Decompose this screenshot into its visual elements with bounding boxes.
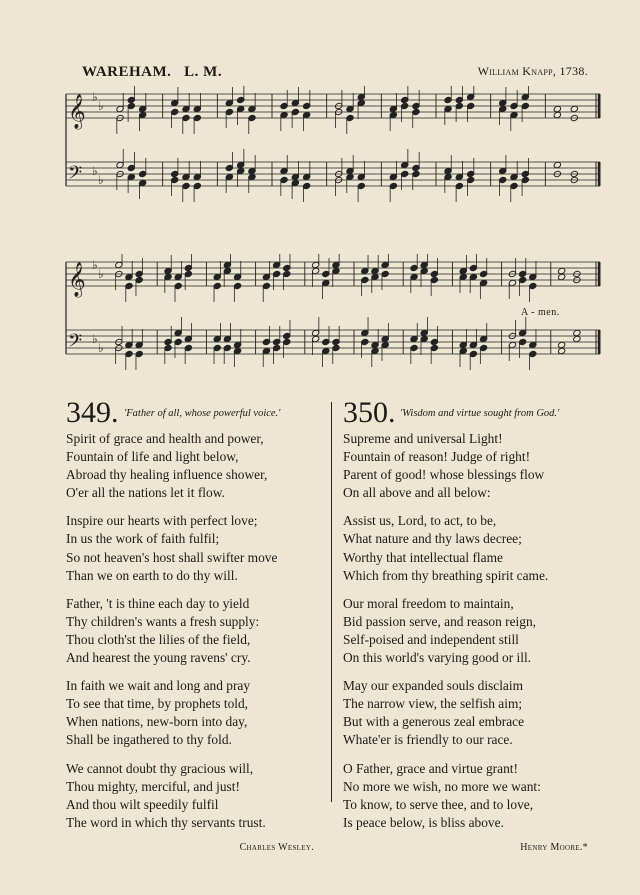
stanza xyxy=(343,512,588,584)
stanza xyxy=(343,760,588,832)
note-head xyxy=(553,111,561,118)
flat-sign-icon: ♭ xyxy=(98,267,104,281)
hymn-stanzas xyxy=(343,430,588,832)
note-head xyxy=(558,273,566,280)
tune-composer: William Knapp, 1738. xyxy=(477,64,588,78)
note-head xyxy=(573,329,581,336)
verse-line: Which from thy breathing spirit came. xyxy=(343,567,549,583)
verse-line: Supreme and universal Light! xyxy=(343,431,503,446)
note-head xyxy=(558,347,566,354)
hymn-author: Henry Moore.* xyxy=(520,841,588,853)
verse-line: Fountain of life and light below, xyxy=(66,449,239,465)
verse-line: Bid passion serve, and reason reign, xyxy=(343,613,537,629)
hymn-number: 349. xyxy=(66,396,119,429)
bass-clef-icon: 𝄢 xyxy=(68,163,83,188)
verse-line: Spirit of grace and health and power, xyxy=(66,431,264,446)
hymn-number: 350. xyxy=(343,396,396,429)
hymn-350 xyxy=(343,396,588,853)
column-divider xyxy=(331,402,332,802)
flat-sign-icon: ♭ xyxy=(98,341,104,355)
stanza xyxy=(66,512,314,584)
verse-line: Self-poised and independent still xyxy=(343,631,519,647)
verse-line: Whate'er is friendly to our race. xyxy=(343,732,513,748)
verse-line: Fountain of reason! Judge of right! xyxy=(343,449,531,465)
flat-sign-icon: ♭ xyxy=(92,164,98,178)
verse-line: O Father, grace and virtue grant! xyxy=(343,760,518,776)
bass-clef-icon: 𝄢 xyxy=(68,331,83,356)
hymn-first-line-title: 'Wisdom and virtue sought from God.' xyxy=(400,408,560,419)
verse-line: But with a generous zeal embrace xyxy=(343,714,525,730)
flat-sign-icon: ♭ xyxy=(92,332,98,346)
verse-line: No more we wish, no more we want: xyxy=(343,778,541,794)
flat-sign-icon: ♭ xyxy=(92,258,98,272)
verse-line: Inspire our hearts with perfect love; xyxy=(66,513,258,529)
verse-line: The narrow view, the selfish aim; xyxy=(343,696,523,712)
note-head xyxy=(553,105,561,112)
stanza xyxy=(66,760,314,832)
verse-line: To see that time, by prophets told, xyxy=(66,696,249,712)
verse-line: When nations, new-born into day, xyxy=(66,714,248,730)
tune-title xyxy=(82,64,222,81)
music-system-1 xyxy=(60,86,605,216)
verse-line: Than we on earth to do thy will. xyxy=(66,567,238,583)
stanza xyxy=(343,430,588,502)
verse-line: On this world's varying good or ill. xyxy=(343,650,532,666)
note-head xyxy=(570,105,578,112)
note-head xyxy=(573,335,581,342)
stanza xyxy=(343,677,588,749)
tune-meter: L. M. xyxy=(184,64,223,80)
hymn-heading xyxy=(66,396,314,430)
stanza xyxy=(66,430,314,502)
flat-sign-icon: ♭ xyxy=(98,99,104,113)
hymn-349 xyxy=(66,396,314,853)
tune-name: WAREHAM. xyxy=(82,64,172,80)
music-system-2 xyxy=(60,254,605,384)
verse-line: And thou wilt speedily fulfil xyxy=(66,796,219,812)
verse-line: Father, 't is thine each day to yield xyxy=(66,595,250,611)
hymn-stanzas xyxy=(66,430,314,832)
stanza xyxy=(343,595,588,667)
verse-line: Parent of good! whose blessings flow xyxy=(343,467,545,483)
flat-sign-icon: ♭ xyxy=(98,173,104,187)
verse-line: What nature and thy laws decree; xyxy=(343,531,522,547)
treble-clef-icon: 𝄞 xyxy=(68,262,86,297)
treble-clef-icon: 𝄞 xyxy=(68,94,86,129)
verse-line: Our moral freedom to maintain, xyxy=(343,595,514,611)
verse-line: So not heaven's host shall swifter move xyxy=(66,549,278,565)
hymn-author: Charles Wesley. xyxy=(239,841,314,853)
verse-line: Abroad thy healing influence shower, xyxy=(66,467,268,483)
verse-line: And hearest the young ravens' cry. xyxy=(66,650,251,666)
note-head xyxy=(558,267,566,274)
hymn-first-line-title: 'Father of all, whose powerful voice.' xyxy=(124,408,281,419)
verse-line: Thou cloth'st the lilies of the field, xyxy=(66,631,251,647)
amen-lyric: A - men. xyxy=(521,307,560,318)
flat-sign-icon: ♭ xyxy=(92,90,98,104)
verse-line: Thy children's wants a fresh supply: xyxy=(66,613,260,629)
verse-line: In us the work of faith fulfil; xyxy=(66,531,220,547)
verse-line: Assist us, Lord, to act, to be, xyxy=(343,513,497,529)
verse-line: The word in which thy servants trust. xyxy=(66,814,266,830)
note-head xyxy=(553,161,561,168)
note-head xyxy=(558,341,566,348)
verse-line: Worthy that intellectual flame xyxy=(343,549,503,565)
stanza xyxy=(66,595,314,667)
verse-line: To know, to serve thee, and to love, xyxy=(343,796,534,812)
verse-line: In faith we wait and long and pray xyxy=(66,678,251,694)
verse-line: Shall be ingathered to thy fold. xyxy=(66,732,232,748)
verse-line: On all above and all below: xyxy=(343,485,491,501)
verse-line: May our expanded souls disclaim xyxy=(343,678,523,694)
verse-line: Is peace below, is bliss above. xyxy=(343,814,504,830)
hymn-heading xyxy=(343,396,588,430)
verse-line: We cannot doubt thy gracious will, xyxy=(66,760,254,776)
stanza xyxy=(66,677,314,749)
verse-line: O'er all the nations let it flow. xyxy=(66,485,225,501)
verse-line: Thou mighty, merciful, and just! xyxy=(66,778,240,794)
